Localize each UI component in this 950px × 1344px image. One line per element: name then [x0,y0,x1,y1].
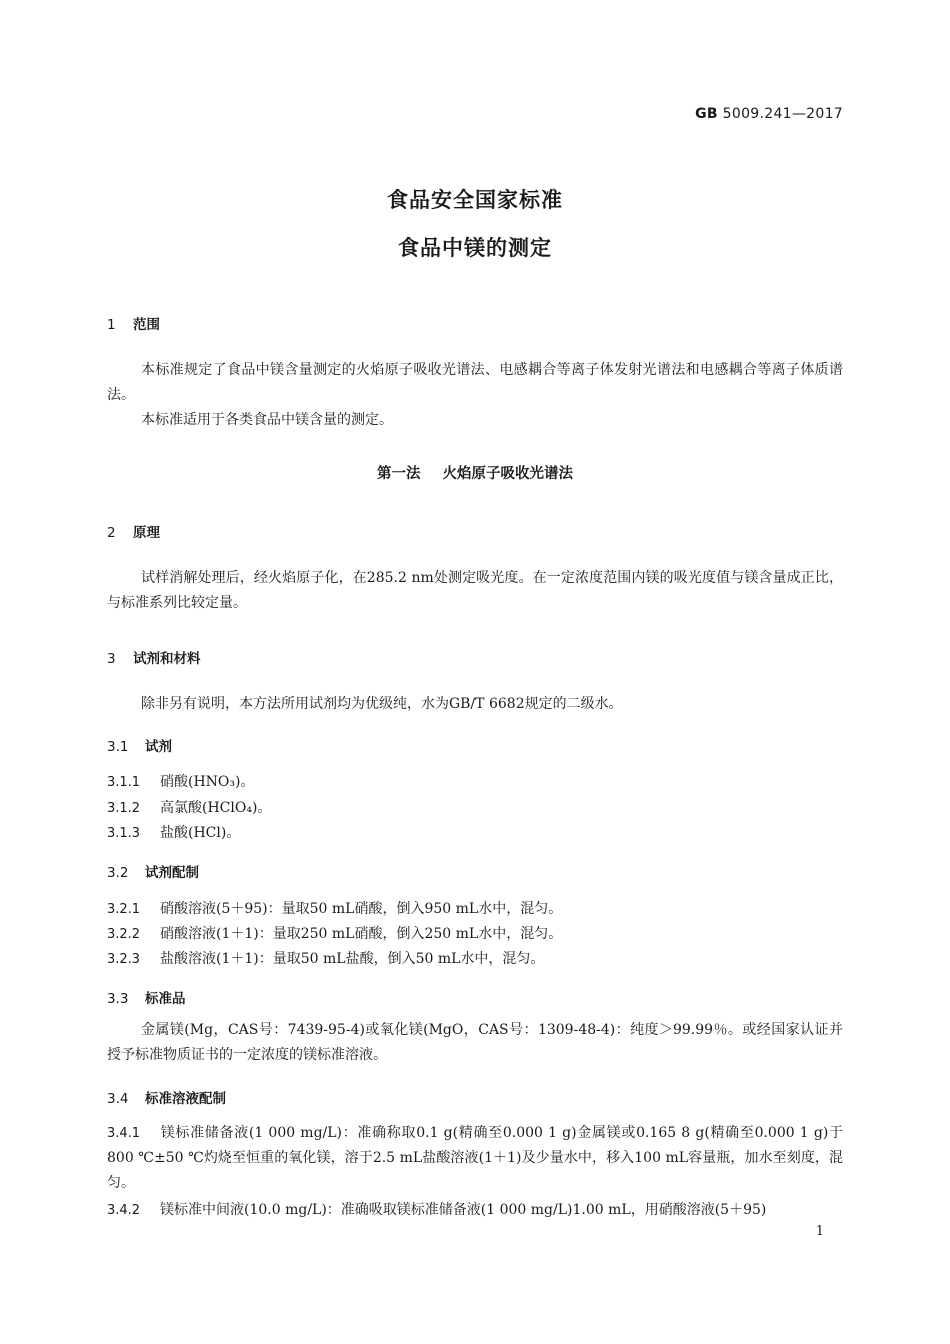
section-title: 标准溶液配制 [145,1091,226,1107]
method-1-heading [0,462,950,483]
section-3-para-1: 除非另有说明，本方法所用试剂均为优级纯，水为GB/T 6682规定的二级水。 [141,696,623,712]
item-text: 镁标准中间液(10.0 mg/L)：准确吸取镁标准储备液(1 000 mg/L)1.00 mL，用硝酸溶液(5＋95) [160,1202,767,1218]
section-3-2-heading [107,861,199,881]
item-text: 硝酸(HNO₃)。 [160,774,255,790]
item-text: 盐酸溶液(1＋1)：量取50 mL盐酸，倒入50 mL水中，混匀。 [160,951,545,967]
section-3-3-para-1: 金属镁(Mg，CAS号：7439-95-4)或氧化镁(MgO，CAS号：1309-48-4)：纯度＞99.99％。或经国家认证并授予标准物质证书的一定浓度的镁标准溶液。 [107,1022,843,1063]
list-item [107,771,254,791]
section-number: 1 [107,317,116,333]
section-title: 试剂 [145,739,172,755]
section-number: 3.4 [107,1091,129,1107]
standard-prefix: GB [695,106,718,122]
list-item [107,898,562,918]
list-item [107,923,562,943]
page-number: 1 [815,1224,824,1239]
item-number: 3.2.1 [107,902,141,917]
method-title: 火焰原子吸收光谱法 [442,466,573,482]
section-2-para-1: 试样消解处理后，经火焰原子化，在285.2 nm处测定吸光度。在一定浓度范围内镁的吸光度值与镁含量成正比，与标准系列比较定量。 [107,570,843,611]
section-1-heading [107,313,160,333]
item-number: 3.2.2 [107,927,141,942]
section-3-3-heading [107,987,186,1007]
item-number: 3.4.2 [107,1203,141,1218]
section-number: 3.2 [107,865,129,881]
standard-code-header [695,106,843,122]
item-number: 3.4.1 [107,1126,141,1141]
section-title: 标准品 [145,991,186,1007]
item-text: 高氯酸(HClO₄)。 [160,800,272,816]
item-text: 镁标准储备液(1 000 mg/L)：准确称取0.1 g(精确至0.000 1 g)金属镁或0.165 8 g(精确至0.000 1 g)于800 ℃±50 ℃灼烧至恒重的氧化镁，溶于2.5 mL盐酸溶液(1＋1)及少量水中，移入100 mL容量瓶，加水至刻度，混匀。 [107,1125,843,1191]
item-text: 硝酸溶液(5＋95)：量取50 mL硝酸，倒入950 mL水中，混匀。 [160,901,563,917]
section-1-para-1: 本标准规定了食品中镁含量测定的火焰原子吸收光谱法、电感耦合等离子体发射光谱法和电感耦合等离子体质谱法。 [107,362,843,403]
section-number: 2 [107,525,116,541]
list-item [107,822,240,842]
item-number: 3.2.3 [107,952,141,967]
list-item [107,948,544,968]
method-label: 第一法 [377,466,421,482]
title-line-1: 食品安全国家标准 [387,188,563,212]
section-1-para-2: 本标准适用于各类食品中镁含量的测定。 [141,412,393,428]
item-number: 3.1.2 [107,801,141,816]
standard-number: 5009.241—2017 [722,106,843,122]
item-number: 3.1.1 [107,775,141,790]
section-title: 原理 [133,525,160,541]
title-line-2: 食品中镁的测定 [398,236,552,260]
list-item [107,797,271,817]
item-number: 3.1.3 [107,826,141,841]
section-3-heading [107,647,201,667]
section-2-heading [107,521,160,541]
section-number: 3.3 [107,991,129,1007]
item-text: 硝酸溶液(1＋1)：量取250 mL硝酸，倒入250 mL水中，混匀。 [160,926,563,942]
section-number: 3 [107,651,116,667]
section-title: 试剂和材料 [133,651,201,667]
list-item [107,1121,843,1196]
item-text: 盐酸(HCl)。 [160,825,241,841]
section-title: 范围 [133,317,160,333]
section-3-1-heading [107,735,172,755]
section-number: 3.1 [107,739,129,755]
section-title: 试剂配制 [145,865,199,881]
list-item [107,1199,766,1219]
section-3-4-heading [107,1087,226,1107]
